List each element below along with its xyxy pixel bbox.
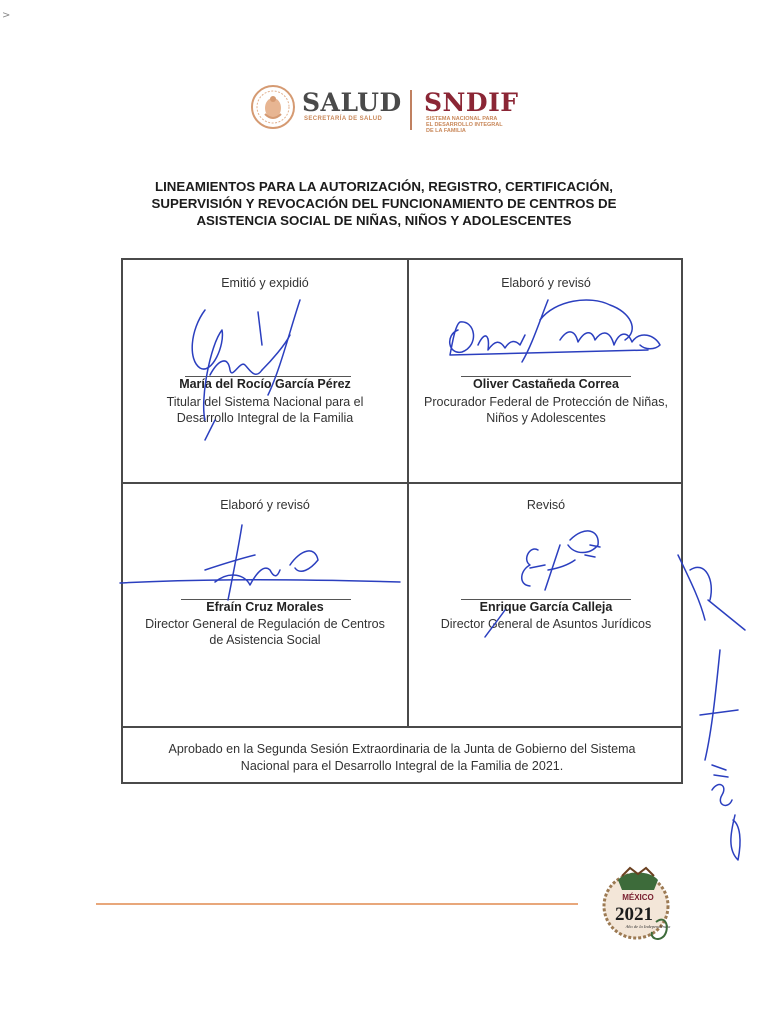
position-line: Titular del Sistema Nacional para el xyxy=(166,395,364,409)
cell-role: Elaboró y revisó xyxy=(501,276,591,290)
signature-cell-juridicos xyxy=(409,484,683,726)
cell-role: Emitió y expidió xyxy=(221,276,309,290)
sndif-subtitle-line: DE LA FAMILIA xyxy=(426,128,466,134)
mexico-2021-badge-icon xyxy=(600,862,678,948)
signer-position xyxy=(123,616,407,648)
sndif-subtitle-line: SISTEMA NACIONAL PARA xyxy=(426,116,498,122)
signature-cell-regulacion xyxy=(123,484,407,726)
approval-line: Nacional para el Desarrollo Integral de la Familia de 2021. xyxy=(240,759,564,773)
signer-position xyxy=(409,616,683,632)
position-line: Director General de Asuntos Jurídicos xyxy=(440,617,652,631)
signer-position xyxy=(409,394,683,426)
salud-subtitle: SECRETARÍA DE SALUD xyxy=(304,116,383,122)
footer-rule xyxy=(96,903,578,905)
signer-name: María del Rocío García Pérez xyxy=(179,377,351,391)
signature-table xyxy=(121,258,683,784)
position-line: Procurador Federal de Protección de Niñas, xyxy=(424,395,668,409)
title-line: LINEAMIENTOS PARA LA AUTORIZACIÓN, REGISTRO, CERTIFICACIÓN, xyxy=(154,179,613,194)
sndif-subtitle-line: EL DESARROLLO INTEGRAL xyxy=(426,122,503,128)
header-logos xyxy=(250,82,530,134)
position-line: Niños y Adolescentes xyxy=(486,411,606,425)
title-line: ASISTENCIA SOCIAL DE NIÑAS, NIÑOS Y ADOLESCENTES xyxy=(196,213,572,228)
position-line: Desarrollo Integral de la Familia xyxy=(176,411,354,425)
title-line: SUPERVISIÓN Y REVOCACIÓN DEL FUNCIONAMIENTO DE CENTROS DE xyxy=(151,196,617,211)
signer-name: Oliver Castañeda Correa xyxy=(473,377,619,391)
signer-position xyxy=(123,394,407,426)
signature-cell-procurador xyxy=(409,260,683,482)
badge-line2: 2021 xyxy=(615,904,653,925)
position-line: Director General de Regulación de Centros xyxy=(145,617,385,631)
badge-line1: MÉXICO xyxy=(622,893,654,902)
approval-line: Aprobado en la Segunda Sesión Extraordinaria de la Junta de Gobierno del Sistema xyxy=(168,742,636,756)
header-divider xyxy=(410,90,412,130)
signer-name: Enrique García Calleja xyxy=(479,600,613,614)
approval-note xyxy=(123,728,681,782)
cell-role: Revisó xyxy=(526,498,566,512)
cell-role: Elaboró y revisó xyxy=(220,498,310,512)
corner-mark: > xyxy=(2,10,11,21)
badge-line3: Año de la Independencia xyxy=(625,924,671,929)
signature-cell-issuer xyxy=(123,260,407,482)
position-line: de Asistencia Social xyxy=(209,633,321,647)
signer-name: Efraín Cruz Morales xyxy=(206,600,324,614)
salud-wordmark: SALUD xyxy=(302,88,402,117)
national-seal-icon xyxy=(250,84,296,130)
margin-initials xyxy=(678,555,745,860)
document-title xyxy=(100,178,668,229)
sndif-wordmark: SNDIF xyxy=(424,88,519,117)
sndif-subtitle xyxy=(426,116,526,134)
